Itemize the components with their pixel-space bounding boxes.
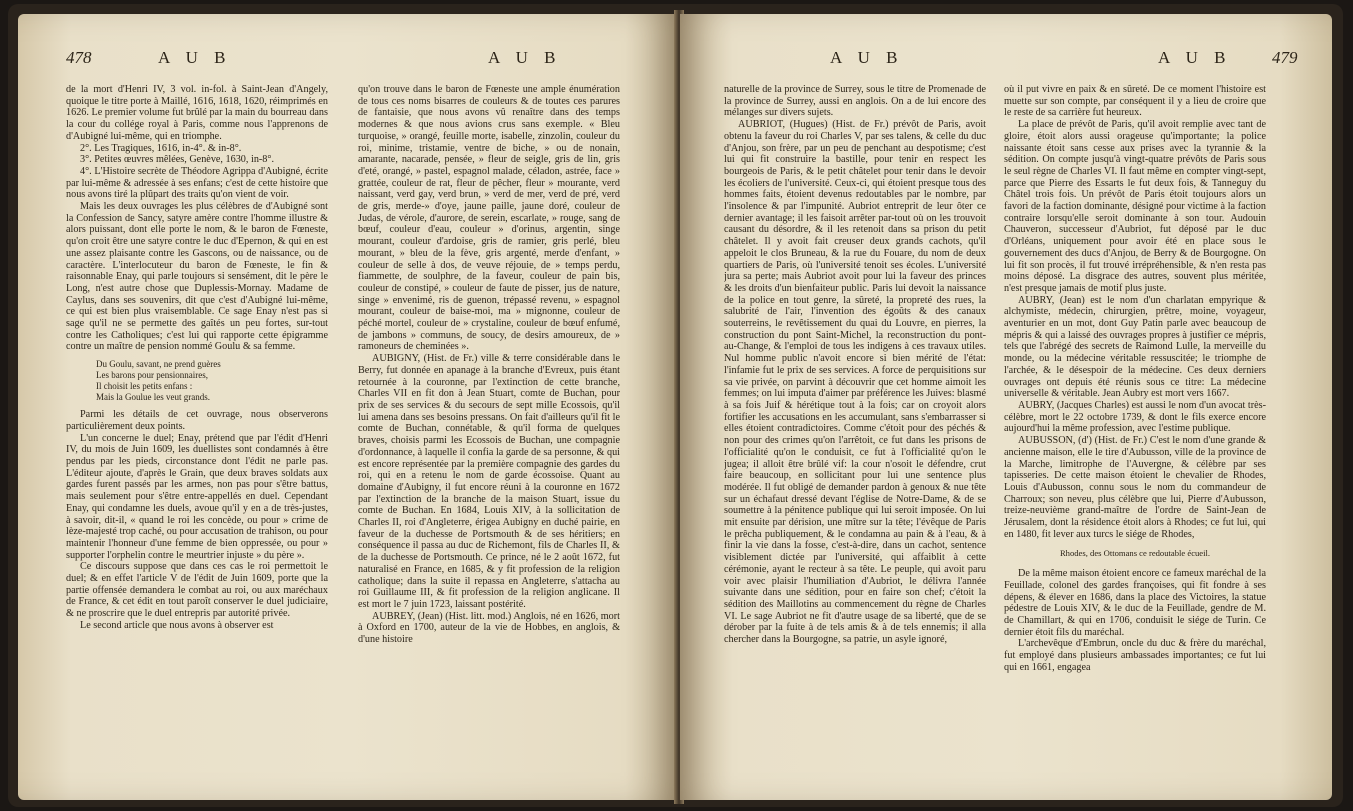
verse-line: Mais la Goulue les veut grands. <box>96 392 210 403</box>
verse-quote: Rhodes, des Ottomans ce redoutable écueil. <box>1059 548 1211 559</box>
left-head-title-2: A U B <box>488 48 562 67</box>
entry-aubigny: AUBIGNY, (Hist. de Fr.) ville & terre considérable dans le Berry, fut donnée en apanage à la branche d'Evreux, puis étant retournée à la couronne, par l'extinction de cette branche, Charles VII en fit don à Jean Stuart, comte de Buchan, pour prix de ses services & du secours de sept mille Ecossois, qu'il lui amena dans ses besoins pressans. On fait d'ailleurs qu'il fit le comte de Buchan, connétable, & qu'il forma de quelques braves, choisis parmi les Ecossois de Buchan, une compagnie d'ordonnance, à laquelle il confia la garde de sa personne, & qui est encore représentée par la première compagnie des gardes du roi, qui en a retenu le nom de garde écossoise. Quant au domaine d'Aubigny, il fut encore réuni à la couronne en 1672 par l'extinction de la branche de la maison Stuart, issue du comte de Buchan. En 1684, Louis XIV, à la sollicitation de Charles II, roi d'Angleterre, érigea Aubigny en duché pairie, en faveur de la duchesse de Portsmouth & de ses héritiers; en conséquence il passa au duc de Richemont, fils de Charles II, & de la duchesse de Portsmouth. Ce prince, né le 2 août 1672, fut naturalisé en France, en 1685, & y fit profession de la religion catholique; dans la suite il repassa en Angleterre, s'attacha au roi Guillaume III, & fit profession de la religion anglicane. Il est mort le 7 juin 1723, laissant postérité. <box>358 353 620 610</box>
epigram-verse <box>96 359 328 403</box>
verse-line: Du Goulu, savant, ne prend guères <box>96 359 221 370</box>
right-column-2 <box>1004 84 1266 784</box>
right-page <box>680 14 1332 800</box>
right-running-head <box>680 48 1332 74</box>
right-column-1 <box>724 84 986 784</box>
right-head-title-1: A U B <box>830 48 904 67</box>
paragraph: 2°. Les Tragiques, 1616, in-4°. & in-8°. <box>80 142 242 154</box>
verse-line: Les barons pour pensionnaires, <box>96 370 208 381</box>
paragraph: 3°. Petites œuvres mêlées, Genève, 1630, in-8°. <box>80 154 275 166</box>
entry-aubriot: AUBRIOT, (Hugues) (Hist. de Fr.) prévôt de Paris, avoit obtenu la faveur du roi Charles V, par ses talens, & celle du duc d'Anjou, son frère, par un peu de penchant au despotisme; c'est lui qui fit construire la bastille, pour tenir en respect les bourgeois de Paris, & le petit châtelet pour tenir dans le devoir les écoliers de l'université. Ceux-ci, qui étoient presque tous des hommes faits, étoient devenus redoutables par le nombre, par l'insolence & par l'impunité. Aubriot entreprit de leur ôter ce dernier avantage; il les faisoit arrêter par-tout où on les trouvoit causant du désordre, & il les retenoit dans sa prison du petit châtelet. Il y avoit fait creuser deux grands cachots, qu'il appeloit le clos Bruneau, & la rue du Fouare, du nom de deux quartiers de Paris, où l'université tenoit ses écoles. L'université jura sa perte; mais Aubriot avoit pour lui la faveur des princes & les droits d'un bienfaiteur public. Paris lui devoit la naissance de la police en tout genre, la sûreté, la propreté des rues, la salubrité de l'air, l'invention des égoûts & des canaux souterreins, le revêtissement du quai du Louvre, en pierres, la construction du pont Saint-Michel, la reconstruction du pont-au-Change, & l'emploi de tous les indigens à ces travaux utiles. Nul homme public n'avoit encore si bien mérité de l'état: l'infamie fut le prix de ses services. A force de perquisitions sur sa vie privée, on parvint à découvrir que cet homme aimoit les femmes; on lui imputa d'aimer par préférence les Juives: blasmé à sa fois Juif & hérétique tout à la fois; car on croyoit alors fortifier les accusations en les accumulant, sans s'embarrasser si elles étoient contradictoires. Comme c'étoit pour des péchés & non pour des crimes qu'on l'arrêtoit, ce fut dans les prisons de l'officialité qu'on le conduisit, ce fut à l'officialité qu'on le jugea; il alloit être brûlé vif: la cour n'osoit le défendre, crut faire beaucoup, en sollicitant pour lui une sentence plus modérée. Il fut obligé de demander pardon à genoux & nue tête sur un échafaut dressé devant l'église de Notre-Dame, & de se soumettre à la pénitence publique qui lui seroit imposée. On lui mit ensuite par dérision, une mître sur la tête; l'évêque de Paris le prêcha publiquement, & le condamna au pain & à l'eau, & à finir la vie dans la fosse, c'est-à-dire, dans un cachot, sentence visiblement dictée par l'université, qui affaiblit à cette cérémonie, ayant le recteur à sa tête. Le peuple, qui avoit paru voir avec plaisir l'humiliation d'Aubriot, le délivra l'année suivante dans une sédition, pour en faire son chef; c'étoit la sédition des Maillotins au commencement du règne de Charles VI. Le sage Aubriot ne fit d'autre usage de sa liberté, que de se dérober par la fuite à de tels amis & à de tels ennemis; il alla chercher dans la Bourgogne, sa patrie, un asyle ignoré, <box>724 119 986 646</box>
paragraph: L'archevêque d'Embrun, oncle du duc & frère du maréchal, fut employé dans plusieurs ambassades importantes; ce fut lui qui en 1661, engagea <box>1004 638 1266 673</box>
left-column-1 <box>66 84 328 784</box>
right-page-number: 479 <box>1272 48 1298 67</box>
paragraph: de la mort d'Henri IV, 3 vol. in-fol. à Saint-Jean d'Angely, quoique le titre porte à Maillé, 1616, 1618, 1620, réimprimés en 1626. Le premier volume fut brûlé par la main du bourreau dans la cour du collége royal à Paris, comme nous l'apprenons de d'Aubigné lui-même, qui en triomphe. <box>66 84 328 142</box>
paragraph: 4°. L'Histoire secrète de Théodore Agrippa d'Aubigné, écrite par lui-même & adressée à ses enfans; c'est de cette histoire que nous avons tiré la plûpart des traits qu'on vient de voir. <box>66 165 328 201</box>
paragraph: où il put vivre en paix & en sûreté. De ce moment l'histoire est muette sur son compte, par conséquent il y a lieu de croire que le reste de sa carrière fut heureux. <box>1004 84 1266 119</box>
entry-aubry-jacques: AUBRY, (Jacques Charles) est aussi le nom d'un avocat très-célèbre, mort le 22 octobre 1739, & dont le fils exerce encore aujourd'hui la même profession, avec l'estime publique. <box>1004 399 1266 435</box>
left-page <box>18 14 678 800</box>
left-column-2 <box>358 84 620 784</box>
left-head-title-1: A U B <box>158 48 232 67</box>
right-head-title-2: A U B <box>1158 48 1232 67</box>
paragraph: Ce discours suppose que dans ces cas le roi permettoit le duel; & en effet l'article V de l'édit de Juin 1609, porte que la partie offensée demandera le combat au roi, ou aux maréchaux de France, & cet édit en tout paroît conserver le duel judiciaire, & ne proscrire que le duel entrepris par autorité privée. <box>66 561 328 620</box>
left-page-number: 478 <box>66 48 92 67</box>
paragraph: La place de prévôt de Paris, qu'il avoit remplie avec tant de gloire, étoit alors aussi orageuse qu'importante; la police naissante étoit sans cesse aux prises avec la tyrannie & la sédition. On compte jusqu'à vingt-quatre prévôts de Paris sous le seul règne de Charles VI. Il faut même en compter vingt-sept, parce que Pierre des Essarts le fut deux fois, & Tanneguy du Châtel trois fois. Un prévôt de Paris étoit toujours alors un favori de la faction dominante, désigné pour victime à la faction contraire lorsqu'elle seroit dominante à son tour. Audouin Chauveron, successeur d'Aubriot, fut déposé par le duc d'Orléans, uniquement pour avoir été en place sous le gouvernement des ducs d'Anjou, de Berry & de Bourgogne. On lui fit son procès, il fut trouvé irrépréhensible, & n'en resta pas moins déposé. La disgrace des autres, souvent plus méritée, n'est presque jamais de motif plus juste. <box>1004 119 1266 294</box>
paragraph: qu'on trouve dans le baron de Fœneste une ample énumération de tous ces noms bisarres de couleurs & de toutes ces parures de fantaisie, que nous avons vû renaître dans des temps modernes & que nous avions crus sans exemple. « Bleu turquoise, » orangé, feuille morte, isabelle, zinzolin, couleur du roi, minime, tristamie, ventre de biche, » ou de nonain, amarante, nacarade, pensée, » fleur de seigle, gris de lin, gris d'eté, orangé, » pastel, espagnol malade, céladon, astrée, face » grattée, couleur de rat, fleur de pêcher, fleur » mourante, verd naissant, verd gay, verd brun, » verd de mer, verd de pré, verd de gris, merde-» d'oye, jaune paille, jaune doré, couleur de Judas, de vérole, d'aurore, de serein, escarlate, » rouge, sang de bœuf, couleur d'eau, couleur » d'orinus, argentin, singe mourant, couleur d'ardoise, gris de ramier, gris perlé, bleu mourant, » bleu de la fève, gris argenté, merde d'enfant, » couleur de selle à dos, de veuve réjouie, de » temps perdu, fiammette, de soulphre, de la faveur, couleur de pain bis, couleur de constipé, » couleur de faute de pisser, jus de nature, singe » envenimé, ris de guenon, trépassé revenu, » espagnol mourant, couleur de baise-moi, ma » mignonne, couleur de péché mortel, couleur de » crystaline, couleur de bœuf enfumé, de jambons » communs, de soucy, de desirs amoureux, de » ramoneurs de cheminées ». <box>358 84 620 353</box>
paragraph: Le second article que nous avons à observer est <box>80 619 274 631</box>
left-running-head <box>18 48 678 74</box>
entry-aubry-jean: AUBRY, (Jean) est le nom d'un charlatan empyrique & alchymiste, médecin, chirurgien, prêtre, moine, voyageur, aventurier en un mot, dont Guy Patin parle avec beaucoup de mépris & qui a laissé des ouvrages propres à justifier ce mépris, tels que l'abrégé des secrets de Raimond Lulle, la merveille du monde, ou la médecine véritable ressuscitée; le triomphe de l'archée, & le désespoir de la médecine. Ces deux derniers ouvrages ont depuis été réunis sous ce titre: La médecine universelle & véritable. Jean Aubry est mort vers 1667. <box>1004 294 1266 400</box>
paragraph: naturelle de la province de Surrey, sous le titre de Promenade de la province de Surrey, aussi en anglois. On a de lui encore des mélanges sur divers sujets. <box>724 84 986 119</box>
entry-aubusson: AUBUSSON, (d') (Hist. de Fr.) C'est le nom d'une grande & ancienne maison, elle le tire d'Aubusson, ville de la province de la Marche, limitrophe de l'Auvergne, & célèbre par ses tapisseries. De cette maison étoient le chevalier de Rhodes, Louis d'Aubusson, connu sous le nom du commandeur de Charroux; son neveu, plus célèbre que lui, Pierre d'Aubusson, treize-neuvième grand-maître de l'ordre de Saint-Jean de Jérusalem, dont la résidence étoit alors à Rhodes; ce fut lui, qui en 1480, fit lever aux turcs le siége de Rhodes, <box>1004 435 1266 540</box>
paragraph: Mais les deux ouvrages les plus célèbres de d'Aubigné sont la Confession de Sancy, satyre amère contre l'homme illustre & alors puissant, dont elle porte le nom, & le baron de Fœneste, qu'on croit être une satyre contre le duc d'Epernon, & qui en est une assez plaisante contre les Gascons, ou de naissance, ou de caractère. L'interlocuteur du baron de Fœneste, le fin & raisonnable Enay, qui parle toujours si sensément, dit le père le Long, n'est autre chose que Duplessis-Mornay. Madame de Caylus, dans ses souvenirs, dit que c'est d'Aubigné lui-même, ce qui est bien plus vraisemblable. Ce sage Enay n'est pas si sage qu'il ne se permette des gaîtés un peu fortes, sur-tout contre les Catholiques; c'est lui qui rapporte cette épigramme contre un maître de pension nommé Goulu & sa femme. <box>66 201 328 353</box>
entry-aubrey: AUBREY, (Jean) (Hist. litt. mod.) Anglois, né en 1626, mort à Oxford en 1700, auteur de la vie de Hobbes, en anglois, & d'une histoire <box>358 610 620 646</box>
verse-line: Il choisit les petits enfans : <box>96 381 193 392</box>
paragraph: De la même maison étoient encore ce fameux maréchal de la Feuillade, colonel des gardes françoises, qui fit fondre à ses dépens, & élever en 1686, dans la place des Victoires, la statue pédestre de Louis XIV, & le duc de la Feuillade, gendre de M. de Chamillart, & qui en 1706, conduisit le siége de Turin. Ce dernier étoit fils du maréchal. <box>1004 568 1266 638</box>
book-spread <box>8 4 1343 807</box>
paragraph: L'un concerne le duel; Enay, prétend que par l'édit d'Henri IV, du mois de Juin 1609, les duellistes sont condamnés à être pendus par les pieds, circonstance dont l'édit ne parle pas. L'éditeur ajoute, d'après le Grain, que deux braves soldats aux gardes furent passés par les armes, non pas pour s'être battus, mais seulement pour s'être entre-appellés en duel. Cependant Enay, qui condamne les duels, avoue qu'il y en a de très-justes, à savoir, dit-il, « quand le roi les concède, ou pour » crime de lèze-majesté trop caché, ou pour accusation de trahison, ou pour maintenir l'honneur d'une femme de bien oppressée, ou pour » supporter l'orphelin contre le meurtrier injuste » du père ». <box>66 432 328 561</box>
paragraph: Parmi les détails de cet ouvrage, nous observerons particulièrement deux points. <box>66 409 328 432</box>
